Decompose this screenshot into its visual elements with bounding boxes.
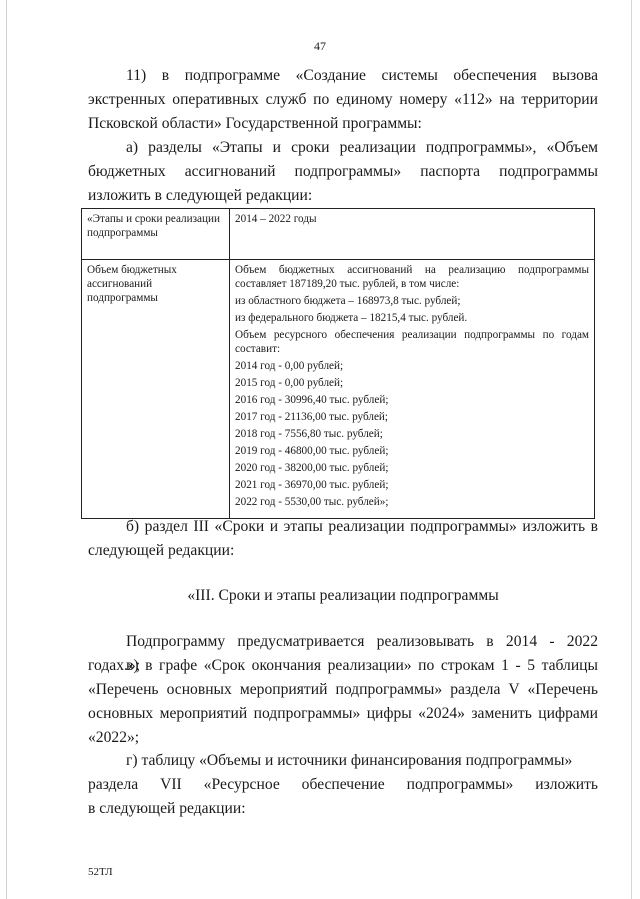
row-value-stages: 2014 – 2022 годы — [230, 209, 595, 260]
resource-intro: Объем ресурсного обеспечения реализации подпрограммы по годам составит: — [235, 329, 589, 355]
paragraph-item-a: а) разделы «Этапы и сроки реализации подпрограммы», «Объем бюджетных ассигнований подпрограммы» паспорта подпрограммы изложить в следующей редакции: — [88, 139, 598, 204]
paragraph-item-b: б) раздел III «Сроки и этапы реализации подпрограммы» изложить в следующей редакции: — [88, 518, 598, 559]
table-row — [82, 209, 595, 260]
budget-regional: из областного бюджета – 168973,8 тыс. рублей; — [235, 295, 461, 307]
paragraph-item-v: в) в графе «Срок окончания реализации» по строкам 1 - 5 таблицы «Перечень основных мероприятий подпрограммы» раздела V «Перечень основных мероприятий подпрограммы» цифры «2024» заменить цифрами «2022»; — [88, 657, 598, 746]
year-line: 2017 год - 21136,00 тыс. рублей; — [235, 411, 389, 423]
page-edge-left — [6, 0, 7, 899]
row-label-budget: Объем бюджетных ассигнований подпрограммы — [82, 260, 230, 519]
section-text: Подпрограмму предусматривается реализовывать в 2014 - 2022 годах.»; — [88, 633, 598, 674]
budget-federal: из федерального бюджета – 18215,4 тыс. рублей. — [235, 312, 468, 324]
year-line: 2014 год - 0,00 рублей; — [235, 360, 344, 372]
paragraph-item-g-line3: в следующей редакции: — [88, 800, 246, 817]
budget-total: Объем бюджетных ассигнований на реализацию подпрограммы составляет 187189,20 тыс. рублей, в том числе: — [235, 264, 589, 290]
paragraph-item-11: 11) в подпрограмме «Создание системы обеспечения вызова экстренных оперативных служб по единому номеру «112» на территории Псковской области» Государственной программы: — [88, 67, 598, 132]
page-number: 47 — [314, 39, 326, 53]
year-line: 2022 год - 5530,00 тыс. рублей»; — [235, 496, 389, 508]
row-value-budget — [230, 260, 595, 519]
paragraph-item-g-line1: г) таблицу «Объемы и источники финансирования подпрограммы» — [126, 752, 573, 769]
passport-table — [81, 208, 595, 519]
year-line: 2019 год - 46800,00 тыс. рублей; — [235, 445, 389, 457]
section-heading: «III. Сроки и этапы реализации подпрограммы — [187, 587, 499, 604]
table-row — [82, 260, 595, 519]
paragraph-item-g-line2: раздела VII «Ресурсное обеспечение подпрограммы» изложить — [88, 776, 598, 793]
footer-code: 52ТЛ — [88, 866, 113, 878]
year-line: 2016 год - 30996,40 тыс. рублей; — [235, 394, 389, 406]
year-line: 2021 год - 36970,00 тыс. рублей; — [235, 479, 389, 491]
year-line: 2020 год - 38200,00 тыс. рублей; — [235, 462, 389, 474]
year-line: 2015 год - 0,00 рублей; — [235, 377, 344, 389]
page-edge-right — [631, 0, 632, 899]
year-line: 2018 год - 7556,80 тыс. рублей; — [235, 428, 383, 440]
row-label-stages: «Этапы и сроки реализации подпрограммы — [82, 209, 230, 260]
